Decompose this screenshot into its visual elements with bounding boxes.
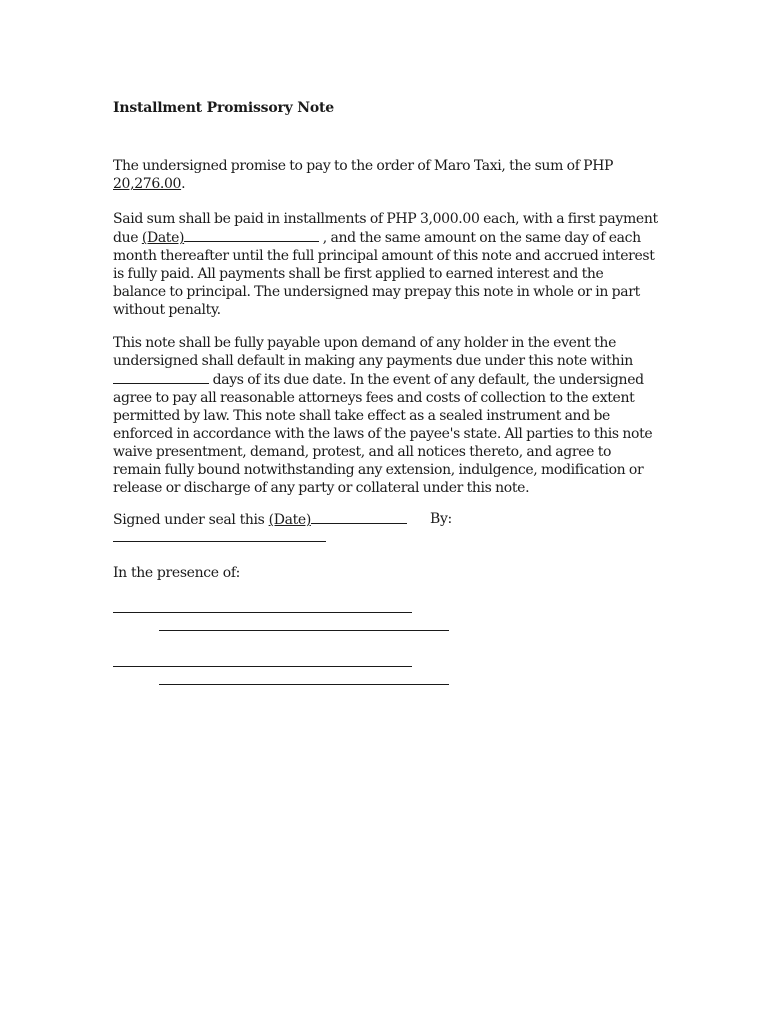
witness-1-printed-name-line[interactable]: [159, 630, 449, 631]
paragraph-payment-promise: [113, 157, 658, 193]
first-payment-date-blank[interactable]: [184, 228, 319, 242]
presence-label: In the presence of:: [113, 565, 241, 581]
grace-days-blank[interactable]: [113, 370, 209, 384]
witness-2-signature-line[interactable]: [113, 666, 412, 667]
payment-promise-text: The undersigned promise to pay to the order of Maro Taxi, the sum of PHP: [113, 158, 614, 174]
by-label: By:: [430, 511, 452, 527]
signature-date-label: (Date): [268, 512, 311, 528]
signed-under-seal-label: Signed under seal this: [113, 512, 269, 528]
first-payment-date-label: (Date): [141, 230, 185, 246]
installments-text-start: Said sum shall be paid in installments of PHP 3,000.00 each, with a first payment due: [113, 211, 658, 246]
signature-date-blank[interactable]: [311, 510, 407, 524]
default-terms-text-end: days of its due date. In the event of any default, the undersigned agree to pay all reasonable attorneys fees and costs of collection to the extent permitted by law. This note shall take effect as a sealed instrument and be enforced in accordance with the laws of the payee's state. All parties to this note waive presentment, demand, protest, and all notices thereto, and agree to remain fully bound notwithstanding any extension, indulgence, modification or release or discharge of any party or collateral under this note.: [113, 372, 653, 496]
signature-row: [113, 510, 452, 529]
document-title: Installment Promissory Note: [113, 100, 334, 116]
paragraph-installments: [113, 210, 658, 319]
principal-amount: 20,276.00: [113, 176, 182, 192]
default-terms-text-start: This note shall be fully payable upon demand of any holder in the event the undersigned shall default in making any payments due under this note within: [113, 335, 633, 369]
paragraph-default-terms: [113, 334, 658, 497]
promissory-note-page: [113, 100, 658, 581]
witness-1-signature-line[interactable]: [113, 612, 412, 613]
witness-2-printed-name-line[interactable]: [159, 684, 449, 685]
installments-text-end: , and the same amount on the same day of each month thereafter until the full principal amount of this note and accrued interest is fully paid. All payments shall be first applied to earned interest and the balance to principal. The undersigned may prepay this note in whole or in part without penalty.: [113, 230, 655, 318]
payment-promise-end: .: [181, 176, 186, 192]
signer-signature-line[interactable]: [113, 541, 326, 542]
